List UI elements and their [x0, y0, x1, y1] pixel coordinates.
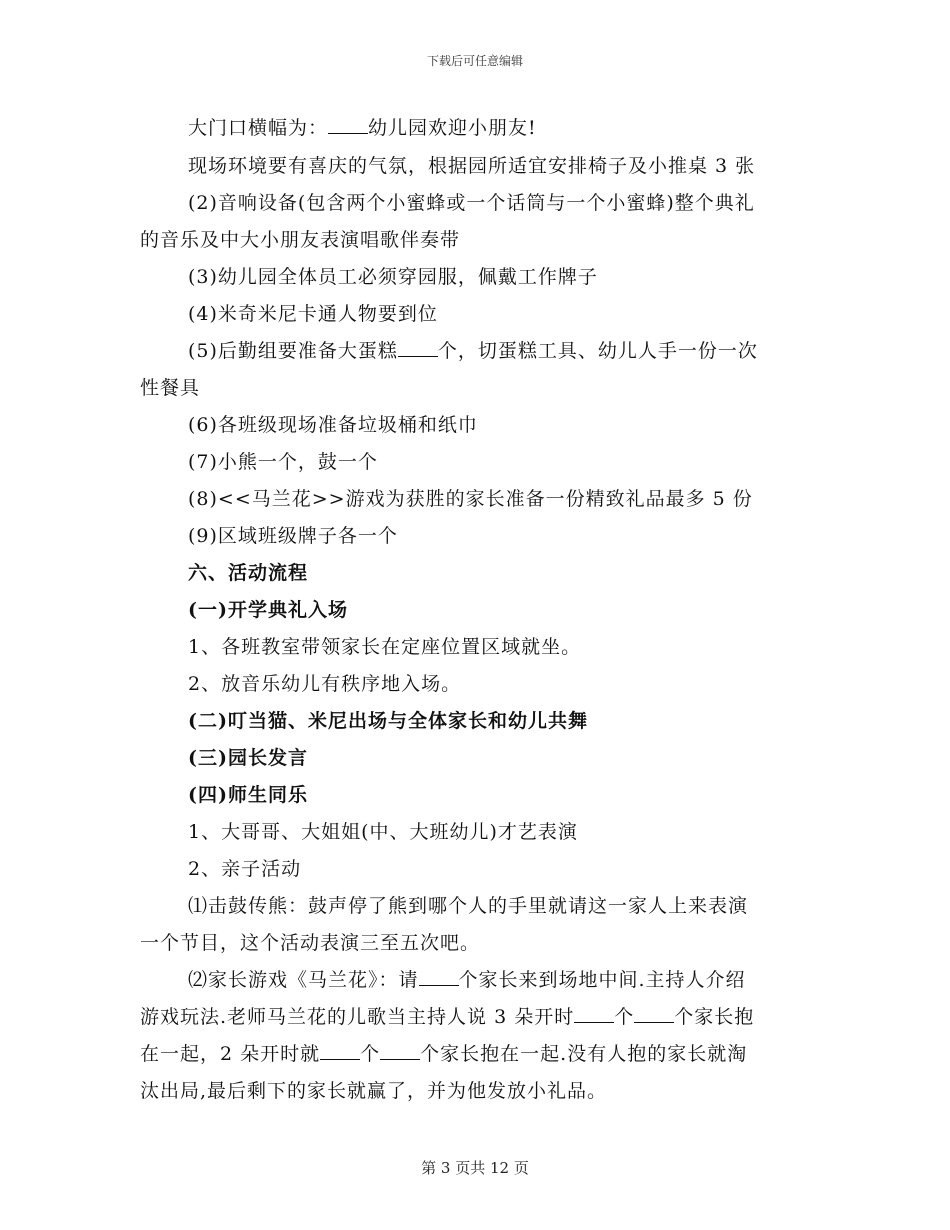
text-segment: 个	[614, 1006, 635, 1028]
text-line: 1、大哥哥、大姐姐(中、大班幼儿)才艺表演	[188, 821, 578, 843]
text-segment: 在一起，2 朵开时就	[140, 1043, 321, 1065]
subsection-heading: (三)园长发言	[188, 747, 308, 769]
banner-line	[188, 114, 868, 142]
fill-blank	[320, 1041, 360, 1060]
text-segment: 个家长来到场地中间.主持人介绍	[458, 969, 746, 991]
subsection-heading: (四)师生同乐	[188, 784, 308, 806]
text-line: (8)<<马兰花>>游戏为获胜的家长准备一份精致礼品最多 5 份	[188, 488, 753, 510]
text-line: 一个节目，这个活动表演三至五次吧。	[140, 932, 481, 954]
text-line: 汰出局,最后剩下的家长就赢了，并为他发放小礼品。	[140, 1080, 608, 1102]
page-footer: 第 3 页共 12 页	[421, 1159, 529, 1177]
text-segment: (5)后勤组要准备大蛋糕	[188, 340, 398, 362]
fill-blank	[398, 338, 438, 357]
text-line: 性餐具	[140, 377, 201, 399]
fill-blank	[380, 1041, 420, 1060]
text-line: (6)各班级现场准备垃圾桶和纸巾	[188, 414, 478, 436]
text-line: (3)幼儿园全体员工必须穿园服，佩戴工作牌子	[188, 266, 598, 288]
text-segment: 幼儿园欢迎小朋友!	[368, 117, 537, 139]
text-line: 2、放音乐幼儿有秩序地入场。	[188, 673, 462, 695]
text-line: 2、亲子活动	[188, 858, 302, 880]
text-line: (2)音响设备(包含两个小蜜蜂或一个话筒与一个小蜜蜂)整个典礼	[188, 192, 755, 214]
section-heading: 六、活动流程	[188, 562, 309, 584]
text-line: 1、各班教室带领家长在定座位置区域就坐。	[188, 636, 582, 658]
text-line: 现场环境要有喜庆的气氛，根据园所适宜安排椅子及小推桌 3 张	[188, 155, 756, 177]
fill-blank	[419, 967, 459, 986]
game-line	[140, 1040, 820, 1068]
text-segment: 个，切蛋糕工具、幼儿人手一份一次	[437, 340, 758, 362]
page-header: 下载后可任意编辑	[426, 54, 523, 68]
fill-blank	[634, 1004, 674, 1023]
game-line	[140, 1003, 820, 1031]
subsection-heading: (二)叮当猫、米尼出场与全体家长和幼儿共舞	[188, 710, 588, 732]
fill-blank	[574, 1004, 614, 1023]
text-segment: ⑵家长游戏《马兰花》：请	[188, 969, 419, 991]
text-line: 的音乐及中大小朋友表演唱歌伴奏带	[140, 229, 461, 251]
text-segment: 大门口横幅为：	[188, 117, 329, 139]
text-line: (9)区域班级牌子各一个	[188, 525, 398, 547]
subsection-heading: (一)开学典礼入场	[188, 599, 348, 621]
text-line: ⑴击鼓传熊：鼓声停了熊到哪个人的手里就请这一家人上来表演	[188, 895, 749, 917]
text-segment: 个家长抱在一起.没有人抱的家长就淘	[420, 1043, 748, 1065]
text-segment: 个	[360, 1043, 381, 1065]
text-segment: 个家长抱	[674, 1006, 755, 1028]
text-line: (4)米奇米尼卡通人物要到位	[188, 303, 438, 325]
cake-line	[188, 337, 868, 365]
text-line: (7)小熊一个，鼓一个	[188, 451, 378, 473]
fill-blank	[328, 115, 368, 134]
game-line	[188, 966, 868, 994]
text-segment: 游戏玩法.老师马兰花的儿歌当主持人说 3 朵开时	[140, 1006, 575, 1028]
